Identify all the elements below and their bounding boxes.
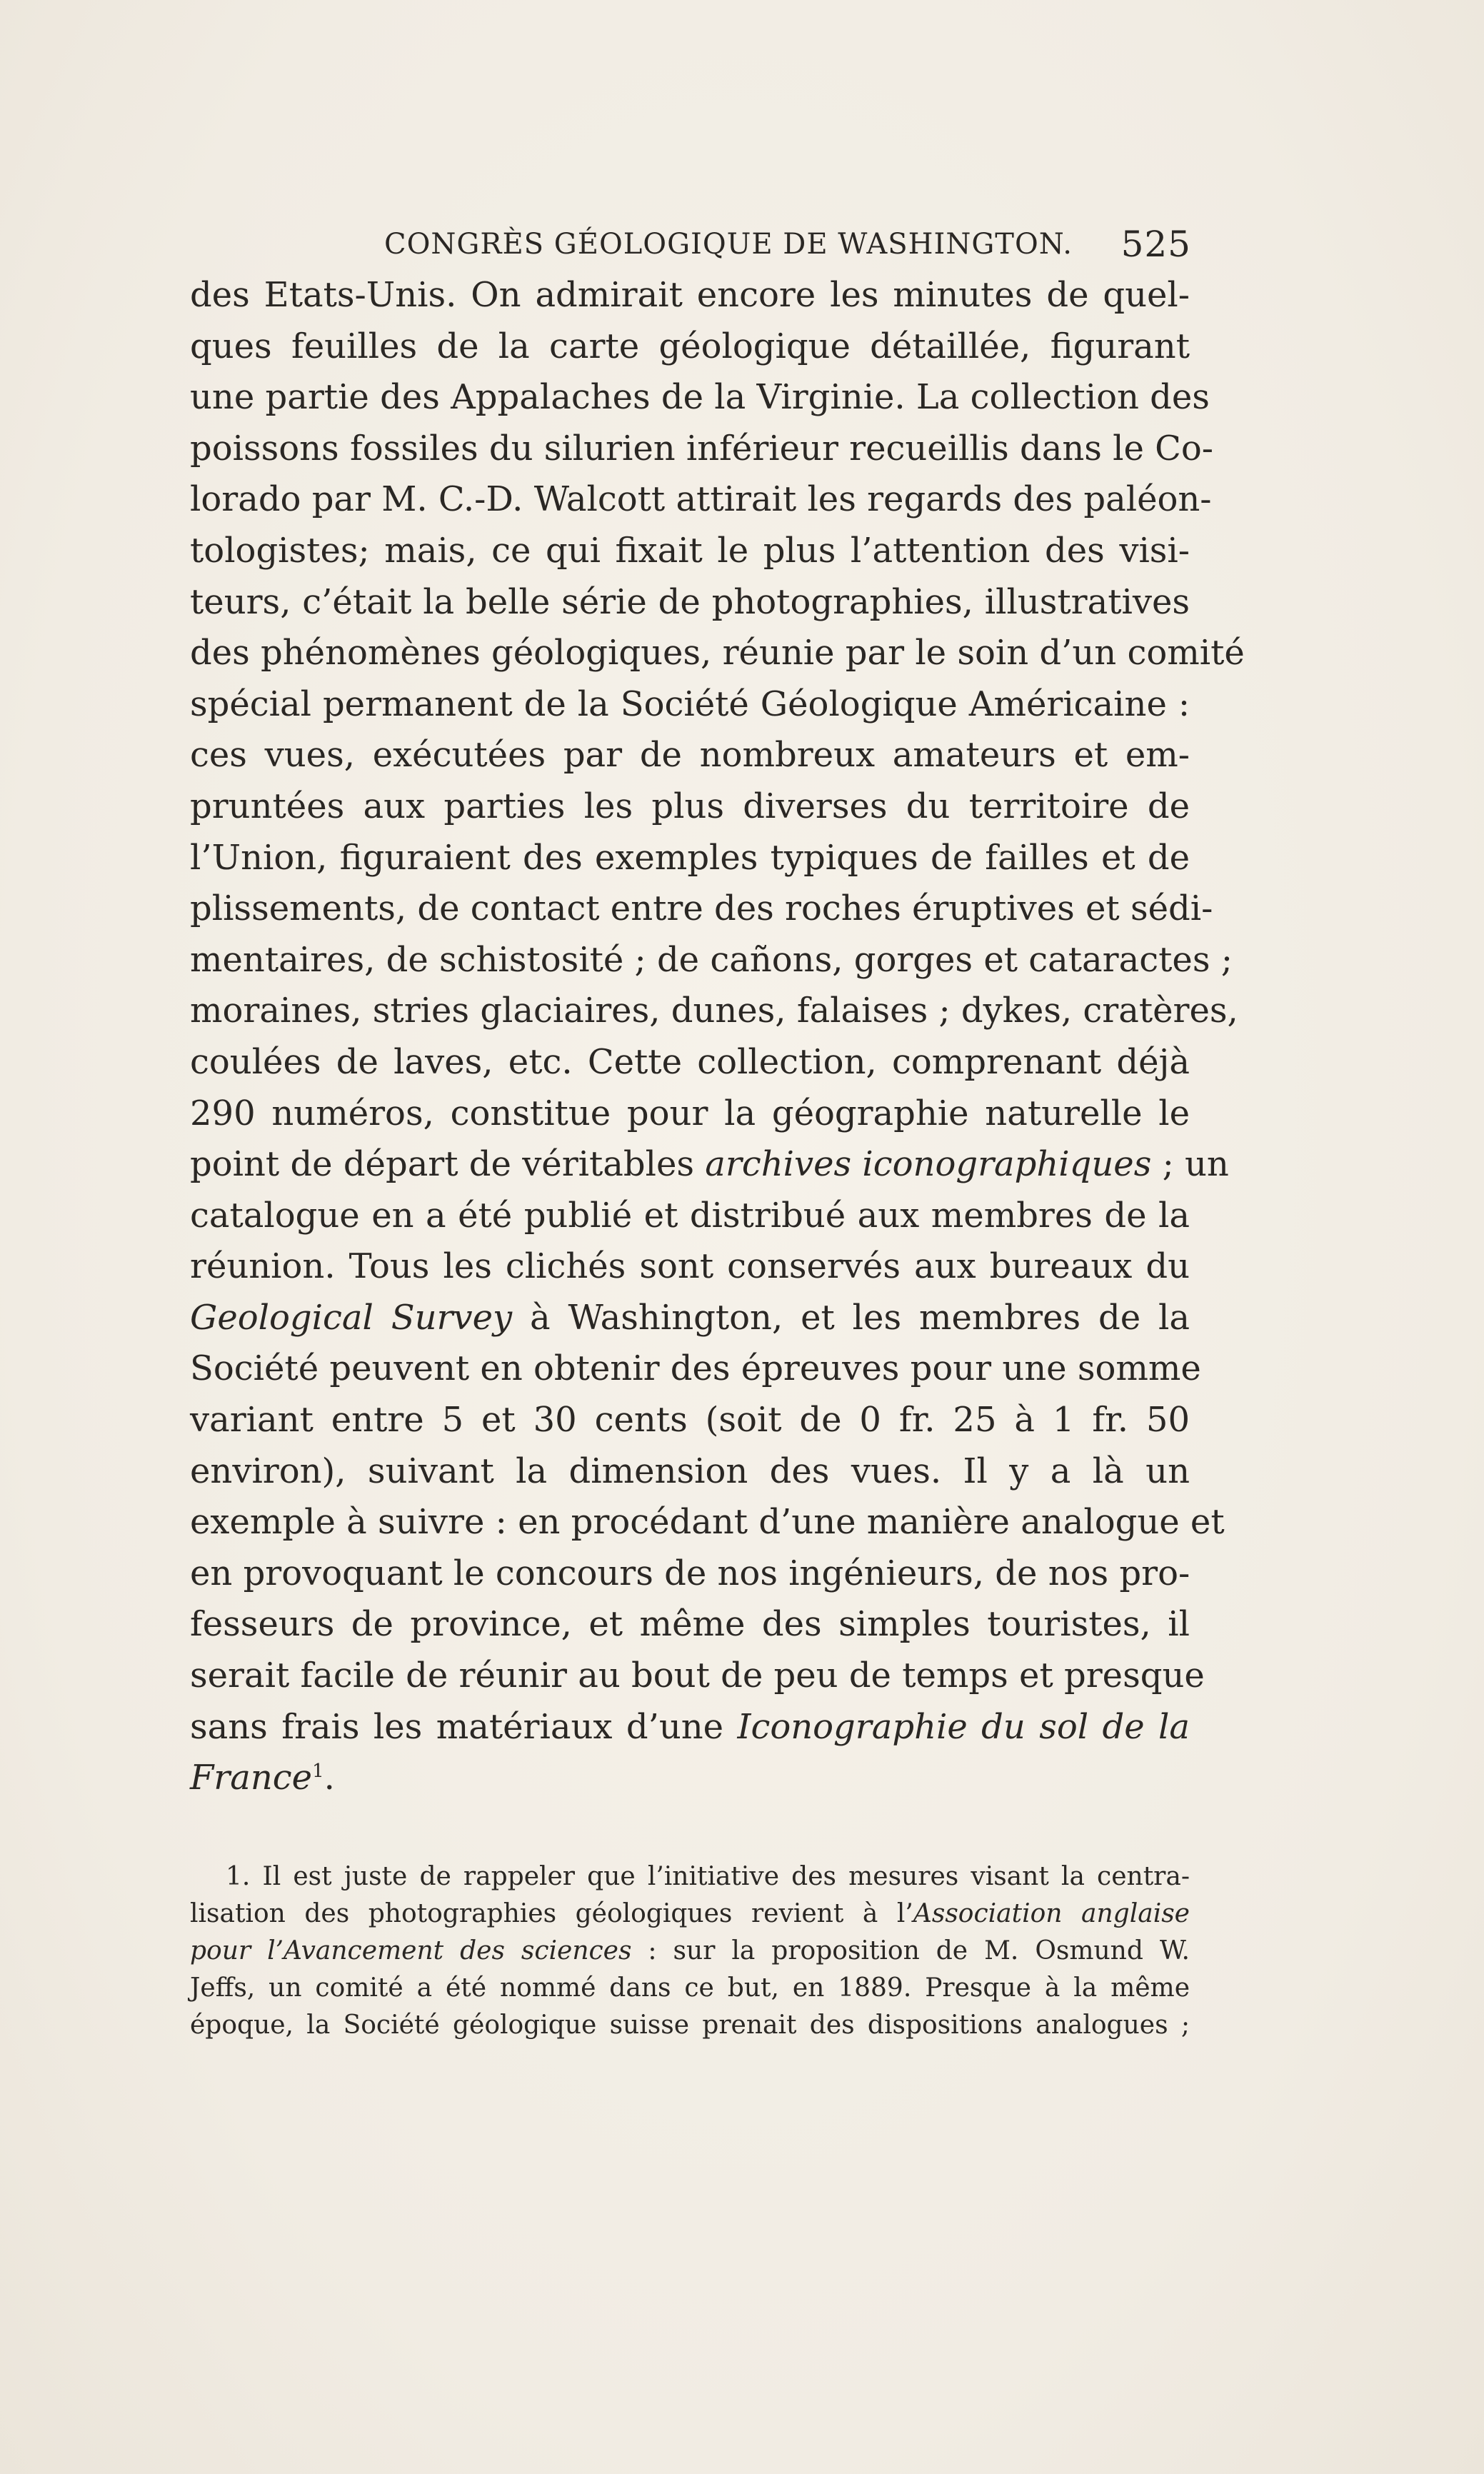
text-line: une partie des Appalaches de la Virginie. La collection des	[190, 377, 1210, 418]
text-line: teurs, c’était la belle série de photographies, illustratives	[190, 581, 1190, 622]
text-line: tologistes; mais, ce qui fixait le plus l’attention des visi-	[190, 530, 1190, 571]
footnote	[190, 1858, 1190, 2044]
italic-phrase: pour l’Avancement des sciences	[190, 1936, 632, 1965]
text-line	[190, 1702, 1190, 1753]
text-run: point de départ de véritables	[190, 1144, 706, 1185]
text-line: plissements, de contact entre des roches éruptives et sédi-	[190, 888, 1213, 929]
text-line: spécial permanent de la Société Géologique Américaine :	[190, 683, 1190, 724]
text-line: mentaires, de schistosité ; de cañons, gorges et cataractes ;	[190, 939, 1233, 980]
text-line: des phénomènes géologiques, réunie par le soin d’un comité	[190, 633, 1245, 673]
footnote-line	[190, 1895, 1190, 1933]
text-line	[190, 1293, 1190, 1344]
text-run: ; un	[1151, 1144, 1229, 1185]
text-run: .	[324, 1758, 335, 1798]
text-line	[190, 1753, 1190, 1804]
page-header	[384, 223, 1191, 266]
text-line: serait facile de réunir au bout de peu de temps et presque	[190, 1656, 1205, 1696]
text-line: coulées de laves, etc. Cette collection, comprenant déjà	[190, 1041, 1190, 1082]
page-number: 525	[1120, 224, 1191, 265]
text-line: pruntées aux parties les plus diverses du territoire de	[190, 786, 1190, 826]
text-line: lorado par M. C.-D. Walcott attirait les regards des paléon-	[190, 479, 1212, 520]
italic-phrase: France	[190, 1758, 313, 1798]
footnote-line: Jeffs, un comité a été nommé dans ce but, en 1889. Presque à la même	[190, 1973, 1190, 2003]
text-run: à Washington, et les membres de la	[512, 1297, 1190, 1338]
text-run: : sur la proposition de M. Osmund W.	[631, 1936, 1190, 1965]
text-line: l’Union, figuraient des exemples typiques de failles et de	[190, 837, 1190, 878]
footnote-line	[190, 1933, 1190, 1970]
text-line: ques feuilles de la carte géologique détaillée, figurant	[190, 326, 1190, 366]
footnote-marker: 1	[312, 1761, 324, 1783]
text-line: poissons fossiles du silurien inférieur recueillis dans le Co-	[190, 428, 1214, 469]
text-line: des Etats-Unis. On admirait encore les minutes de quel-	[190, 275, 1190, 315]
text-run: sans frais les matériaux d’une	[190, 1706, 738, 1747]
footnote-line: 1. Il est juste de rappeler que l’initiative des mesures visant la centra-	[226, 1862, 1190, 1891]
text-run: lisation des photographies géologiques revient à l’	[190, 1899, 913, 1928]
text-line: catalogue en a été publié et distribué aux membres de la	[190, 1195, 1190, 1236]
text-line: moraines, stries glaciaires, dunes, falaises ; dykes, cratères,	[190, 991, 1238, 1031]
text-line	[190, 1139, 1229, 1191]
text-line: fesseurs de province, et même des simples touristes, il	[190, 1604, 1190, 1645]
italic-phrase: Association anglaise	[913, 1899, 1190, 1928]
italic-phrase: Geological Survey	[190, 1297, 513, 1338]
text-line: en provoquant le concours de nos ingénieurs, de nos pro-	[190, 1553, 1190, 1593]
text-line: réunion. Tous les clichés sont conservés aux bureaux du	[190, 1246, 1190, 1287]
running-title: CONGRÈS GÉOLOGIQUE DE WASHINGTON.	[384, 228, 1073, 261]
text-line: Société peuvent en obtenir des épreuves pour une somme	[190, 1348, 1201, 1389]
text-line: environ), suivant la dimension des vues. Il y a là un	[190, 1451, 1190, 1491]
text-line: 290 numéros, constitue pour la géographie naturelle le	[190, 1093, 1190, 1133]
italic-phrase: archives iconographiques	[705, 1144, 1152, 1185]
main-text	[190, 270, 1245, 1804]
footnote-line: époque, la Société géologique suisse prenait des dispositions analogues ;	[190, 2010, 1190, 2040]
text-line: exemple à suivre : en procédant d’une manière analogue et	[190, 1502, 1225, 1543]
italic-phrase: Iconographie du sol de la	[737, 1706, 1190, 1747]
text-line: variant entre 5 et 30 cents (soit de 0 fr. 25 à 1 fr. 50	[190, 1400, 1190, 1441]
text-line: ces vues, exécutées par de nombreux amateurs et em-	[190, 735, 1190, 776]
